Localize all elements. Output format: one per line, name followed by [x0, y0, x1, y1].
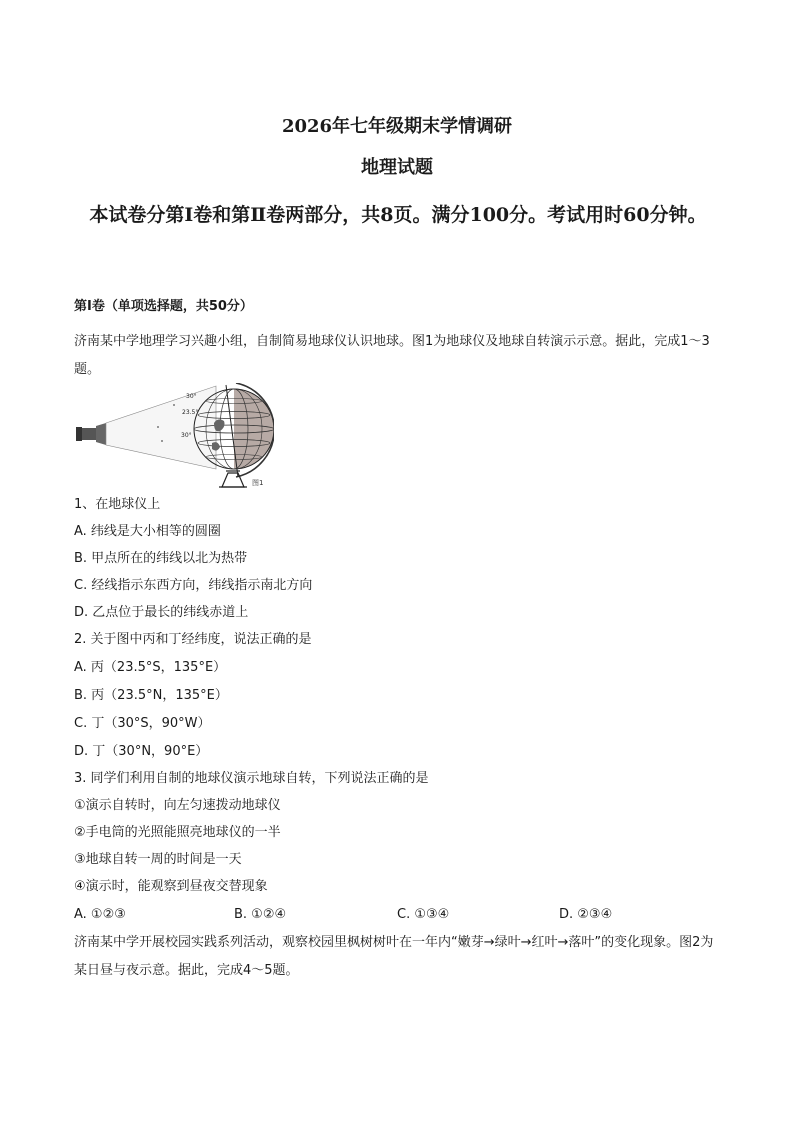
q2-stem: 2. 关于图中丙和丁经纬度，说法正确的是 — [74, 632, 312, 647]
figure-globe-diagram — [74, 383, 274, 493]
section-heading: 第Ⅰ卷（单项选择题，共50分） — [74, 299, 253, 314]
q1-option-a[interactable]: A. 纬线是大小相等的圆圈 — [74, 524, 221, 539]
lat-label-3: 30° — [181, 432, 192, 439]
exam-title: 2026年七年级期末学情调研 — [281, 116, 513, 137]
q1-stem: 1、在地球仪上 — [74, 497, 161, 512]
q3-statement-4: ④演示时，能观察到昼夜交替现象 — [74, 879, 268, 894]
figure-caption: 图1 — [252, 479, 264, 487]
exam-subject: 地理试题 — [361, 157, 433, 178]
q2-option-a[interactable]: A. 丙（23.5°S，135°E） — [74, 660, 227, 675]
intro-paragraph-2: 济南某中学开展校园实践系列活动，观察校园里枫树树叶在一年内“嫩芽→绿叶→红叶→落叶”的变化现象。图2为某日昼与夜示意。据此，完成4～5题。 — [74, 935, 714, 978]
q3-statement-2: ②手电筒的光照能照亮地球仪的一半 — [74, 825, 281, 840]
q3-option-c[interactable]: C. ①③④ — [397, 907, 450, 922]
q3-option-a[interactable]: A. ①②③ — [74, 907, 126, 922]
lat-label-2: 23.5° — [182, 409, 199, 416]
lat-label-1: 30° — [186, 393, 197, 400]
q1-option-d[interactable]: D. 乙点位于最长的纬线赤道上 — [74, 605, 249, 620]
q3-stem: 3. 同学们利用自制的地球仪演示地球自转，下列说法正确的是 — [74, 771, 429, 786]
q3-statement-1: ①演示自转时，向左匀速拨动地球仪 — [74, 798, 281, 813]
exam-info: 本试卷分第Ⅰ卷和第Ⅱ卷两部分，共8页。满分100分。考试用时60分钟。 — [89, 204, 707, 226]
q3-option-b[interactable]: B. ①②④ — [234, 907, 287, 922]
q2-option-d[interactable]: D. 丁（30°N，90°E） — [74, 744, 209, 759]
flashlight-icon — [76, 423, 106, 445]
q3-statement-3: ③地球自转一周的时间是一天 — [74, 852, 242, 867]
q1-option-c[interactable]: C. 经线指示东西方向，纬线指示南北方向 — [74, 578, 313, 593]
q1-option-b[interactable]: B. 甲点所在的纬线以北为热带 — [74, 551, 248, 566]
q2-option-b[interactable]: B. 丙（23.5°N，135°E） — [74, 688, 228, 703]
intro-paragraph: 济南某中学地理学习兴趣小组，自制简易地球仪认识地球。图1为地球仪及地球自转演示示意。据此，完成1～3题。 — [74, 334, 710, 377]
q3-option-d[interactable]: D. ②③④ — [559, 907, 613, 922]
q2-option-c[interactable]: C. 丁（30°S，90°W） — [74, 716, 211, 731]
